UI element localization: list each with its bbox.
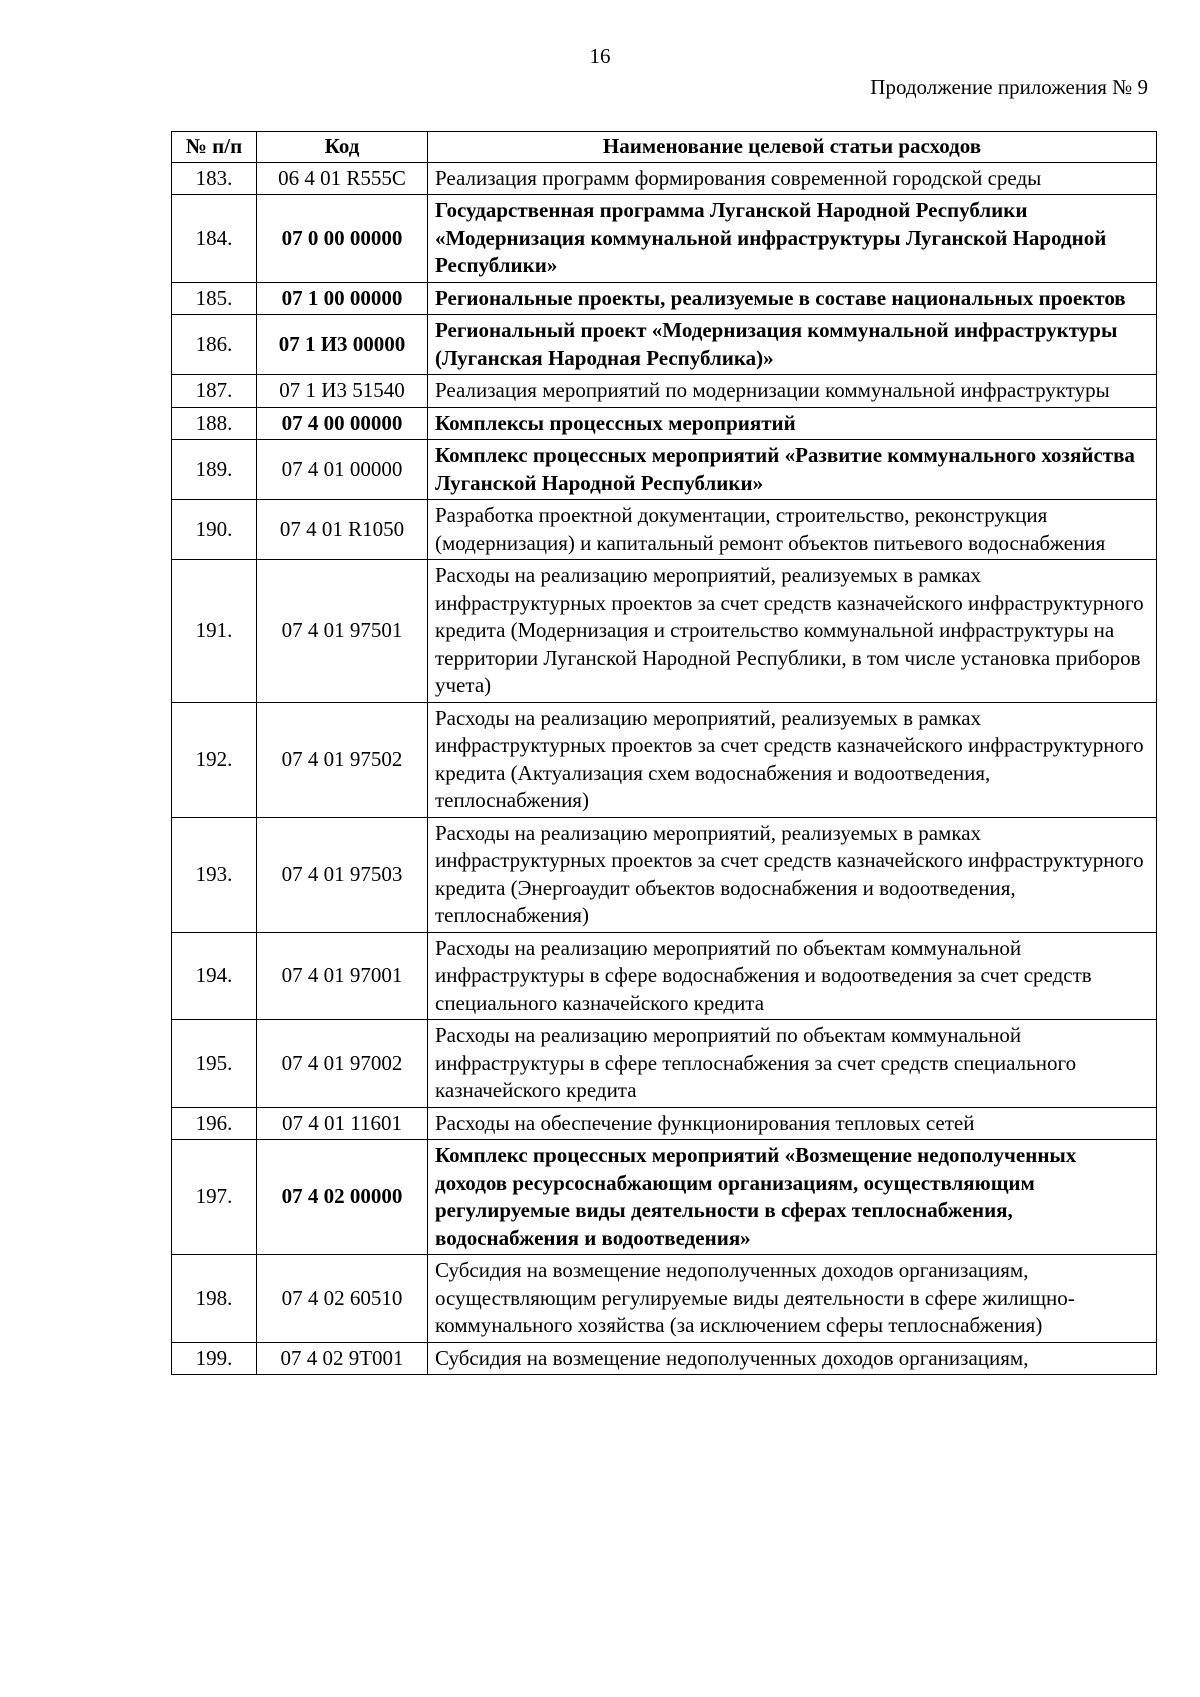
row-number: 184. bbox=[172, 195, 257, 283]
row-number: 188. bbox=[172, 407, 257, 440]
row-number: 191. bbox=[172, 560, 257, 703]
row-name: Субсидия на возмещение недополученных доходов организациям, bbox=[428, 1342, 1157, 1375]
row-number: 190. bbox=[172, 500, 257, 560]
row-code: 07 1 00 00000 bbox=[257, 282, 428, 315]
row-code: 07 4 00 00000 bbox=[257, 407, 428, 440]
row-number: 189. bbox=[172, 440, 257, 500]
row-number: 183. bbox=[172, 162, 257, 195]
row-code: 07 4 02 60510 bbox=[257, 1255, 428, 1343]
table-row bbox=[172, 162, 1157, 195]
row-code: 07 4 02 9Т001 bbox=[257, 1342, 428, 1375]
table-row bbox=[172, 1107, 1157, 1140]
row-name: Разработка проектной документации, строительство, реконструкция (модернизация) и капитальный ремонт объектов питьевого водоснабжения bbox=[428, 500, 1157, 560]
row-number: 193. bbox=[172, 817, 257, 932]
row-code: 07 4 01 00000 bbox=[257, 440, 428, 500]
row-code: 07 4 01 97002 bbox=[257, 1020, 428, 1108]
table-row bbox=[172, 932, 1157, 1020]
row-code: 07 1 И3 00000 bbox=[257, 315, 428, 375]
row-name: Государственная программа Луганской Народной Республики «Модернизация коммунальной инфраструктуры Луганской Народной Республики» bbox=[428, 195, 1157, 283]
table-header bbox=[172, 132, 1157, 163]
table-row bbox=[172, 1342, 1157, 1375]
row-number: 194. bbox=[172, 932, 257, 1020]
row-number: 192. bbox=[172, 702, 257, 817]
table-row bbox=[172, 315, 1157, 375]
budget-target-items-table bbox=[171, 131, 1157, 1375]
table-row bbox=[172, 1020, 1157, 1108]
row-code: 06 4 01 R555C bbox=[257, 162, 428, 195]
header-number: № п/п bbox=[172, 132, 257, 163]
table-header-row bbox=[172, 132, 1157, 163]
row-code: 07 0 00 00000 bbox=[257, 195, 428, 283]
row-name: Субсидия на возмещение недополученных доходов организациям, осуществляющим регулируемые виды деятельности в сфере жилищно-коммунального хозяйства (за исключением сферы теплоснабжения) bbox=[428, 1255, 1157, 1343]
row-code: 07 4 01 11601 bbox=[257, 1107, 428, 1140]
row-code: 07 1 И3 51540 bbox=[257, 375, 428, 408]
row-name: Региональные проекты, реализуемые в составе национальных проектов bbox=[428, 282, 1157, 315]
row-name: Реализация программ формирования современной городской среды bbox=[428, 162, 1157, 195]
row-number: 197. bbox=[172, 1140, 257, 1255]
row-number: 187. bbox=[172, 375, 257, 408]
row-name: Расходы на реализацию мероприятий по объектам коммунальной инфраструктуры в сфере водоснабжения и водоотведения за счет средств специального казначейского кредита bbox=[428, 932, 1157, 1020]
row-number: 198. bbox=[172, 1255, 257, 1343]
table-row bbox=[172, 440, 1157, 500]
table-row bbox=[172, 282, 1157, 315]
row-code: 07 4 01 97503 bbox=[257, 817, 428, 932]
row-name: Комплекс процессных мероприятий «Развитие коммунального хозяйства Луганской Народной Республики» bbox=[428, 440, 1157, 500]
header-name: Наименование целевой статьи расходов bbox=[428, 132, 1157, 163]
row-name: Реализация мероприятий по модернизации коммунальной инфраструктуры bbox=[428, 375, 1157, 408]
row-name: Расходы на реализацию мероприятий, реализуемых в рамках инфраструктурных проектов за счет средств казначейского инфраструктурного кредита (Актуализация схем водоснабжения и водоотведения, теплоснабжения) bbox=[428, 702, 1157, 817]
table-row bbox=[172, 817, 1157, 932]
table-row bbox=[172, 560, 1157, 703]
table-body bbox=[172, 162, 1157, 1375]
page-number: 16 bbox=[589, 44, 611, 68]
row-name: Расходы на обеспечение функционирования тепловых сетей bbox=[428, 1107, 1157, 1140]
row-code: 07 4 01 97502 bbox=[257, 702, 428, 817]
appendix-continuation-label: Продолжение приложения № 9 bbox=[870, 75, 1148, 99]
row-name: Расходы на реализацию мероприятий, реализуемых в рамках инфраструктурных проектов за счет средств казначейского инфраструктурного кредита (Энергоаудит объектов водоснабжения и водоотведения, теплоснабжения) bbox=[428, 817, 1157, 932]
row-name: Расходы на реализацию мероприятий по объектам коммунальной инфраструктуры в сфере теплоснабжения за счет средств специального казначейского кредита bbox=[428, 1020, 1157, 1108]
table-row bbox=[172, 1255, 1157, 1343]
table-row bbox=[172, 407, 1157, 440]
row-code: 07 4 02 00000 bbox=[257, 1140, 428, 1255]
table-row bbox=[172, 195, 1157, 283]
row-number: 195. bbox=[172, 1020, 257, 1108]
row-code: 07 4 01 97501 bbox=[257, 560, 428, 703]
row-number: 186. bbox=[172, 315, 257, 375]
row-name: Комплекс процессных мероприятий «Возмещение недополученных доходов ресурсоснабжающим организациям, осуществляющим регулируемые виды деятельности в сферах теплоснабжения, водоснабжения и водоотведения» bbox=[428, 1140, 1157, 1255]
table-row bbox=[172, 702, 1157, 817]
row-code: 07 4 01 R1050 bbox=[257, 500, 428, 560]
row-number: 185. bbox=[172, 282, 257, 315]
row-name: Комплексы процессных мероприятий bbox=[428, 407, 1157, 440]
row-code: 07 4 01 97001 bbox=[257, 932, 428, 1020]
row-number: 196. bbox=[172, 1107, 257, 1140]
table-row bbox=[172, 375, 1157, 408]
header-code: Код bbox=[257, 132, 428, 163]
row-name: Расходы на реализацию мероприятий, реализуемых в рамках инфраструктурных проектов за счет средств казначейского инфраструктурного кредита (Модернизация и строительство коммунальной инфраструктуры на территории Луганской Народной Республики, в том числе установка приборов учета) bbox=[428, 560, 1157, 703]
table-row bbox=[172, 500, 1157, 560]
table-row bbox=[172, 1140, 1157, 1255]
row-number: 199. bbox=[172, 1342, 257, 1375]
row-name: Региональный проект «Модернизация коммунальной инфраструктуры (Луганская Народная Республика)» bbox=[428, 315, 1157, 375]
